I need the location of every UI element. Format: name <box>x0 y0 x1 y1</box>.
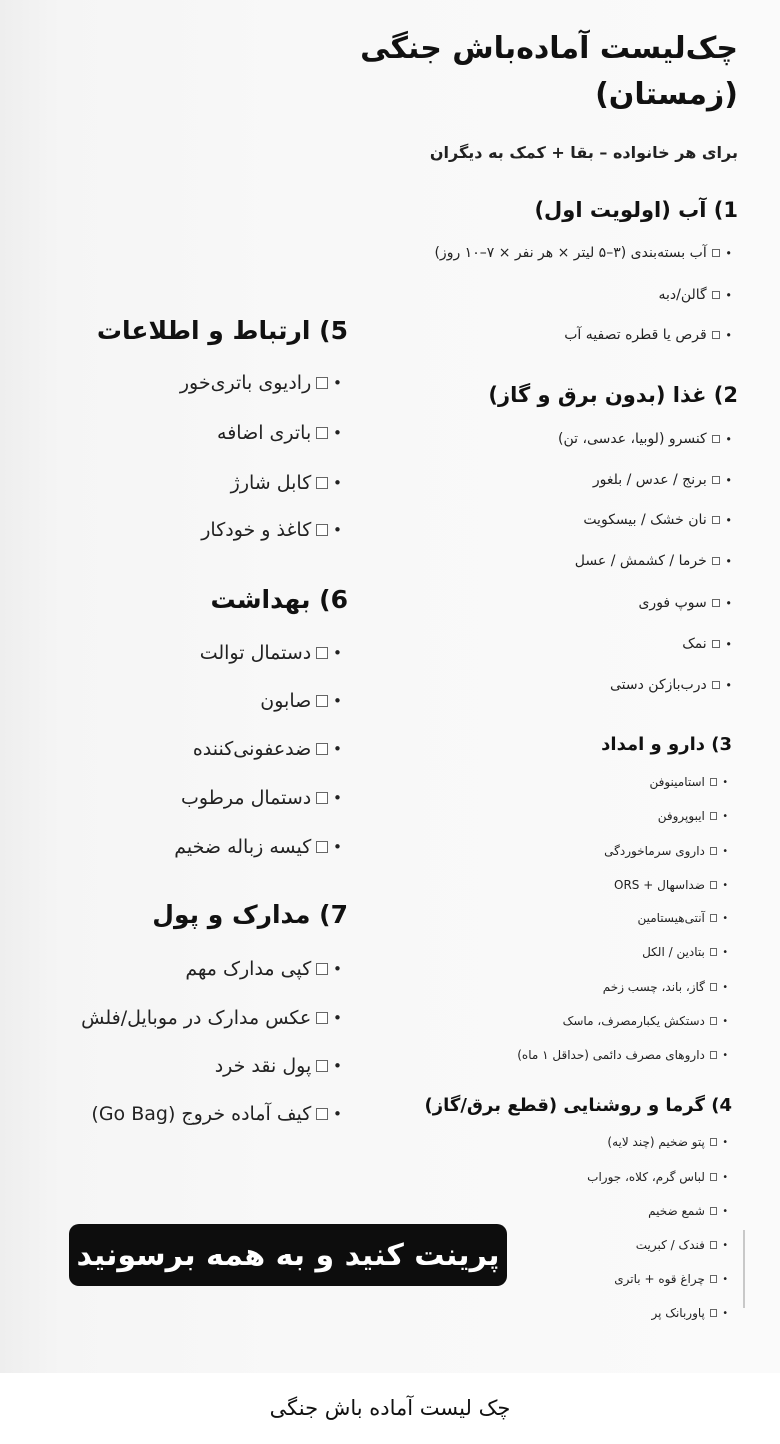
checklist-item: • قرص یا قطره تصفیه آب <box>564 327 732 343</box>
page-title <box>360 26 738 118</box>
checkbox-icon[interactable] <box>710 847 717 854</box>
checklist-item: • صابون <box>260 690 342 712</box>
checklist-item: • عکس مدارک در موبایل/فلش <box>81 1007 342 1029</box>
checkbox-icon[interactable] <box>710 1309 717 1316</box>
title-line-2: (زمستان) <box>595 77 738 112</box>
checklist-item: • دستکش یکبارمصرف، ماسک <box>562 1014 728 1028</box>
checklist-item: • باتری اضافه <box>217 422 342 444</box>
checkbox-icon[interactable] <box>316 963 328 975</box>
checkbox-icon[interactable] <box>710 983 717 990</box>
checkbox-icon[interactable] <box>710 881 717 888</box>
checkbox-icon[interactable] <box>316 524 328 536</box>
checklist-item: • درب‌بازکن دستی <box>609 677 732 693</box>
checkbox-icon[interactable] <box>316 1060 328 1072</box>
subtitle: برای هر خانواده – بقا + کمک به دیگران <box>429 143 738 162</box>
checklist-item: • استامینوفن <box>649 775 728 789</box>
checkbox-icon[interactable] <box>710 1275 717 1282</box>
checklist-item: • برنج / عدس / بلغور <box>592 472 732 488</box>
checkbox-icon[interactable] <box>712 681 721 690</box>
checklist-item: • لباس گرم، کلاه، جوراب <box>587 1170 728 1184</box>
section-hygiene-heading: 6) بهداشت <box>210 585 348 614</box>
checkbox-icon[interactable] <box>710 1017 717 1024</box>
checkbox-icon[interactable] <box>710 778 717 785</box>
section-food-heading: 2) غذا (بدون برق و گاز) <box>488 383 738 407</box>
checklist-item: • داروی سرماخوردگی <box>604 844 728 858</box>
checklist-item: • دستمال مرطوب <box>181 787 342 809</box>
checkbox-icon[interactable] <box>712 599 721 608</box>
checkbox-icon[interactable] <box>316 427 328 439</box>
section-communication-heading: 5) ارتباط و اطلاعات <box>96 316 348 345</box>
checklist-item: • داروهای مصرف دائمی (حداقل ۱ ماه) <box>517 1048 728 1062</box>
checklist-item: • گاز، باند، چسب زخم <box>602 980 728 994</box>
checkbox-icon[interactable] <box>316 377 328 389</box>
checklist-item: • آب بسته‌بندی (۳–۵ لیتر × هر نفر × ۷–۱۰ روز) <box>434 245 732 261</box>
checkbox-icon[interactable] <box>710 1138 717 1145</box>
checklist-item: • نمک <box>682 636 732 652</box>
section-warmth-heading: 4) گرما و روشنایی (قطع برق/گاز) <box>424 1095 732 1116</box>
section-documents-heading: 7) مدارک و پول <box>152 900 348 929</box>
title-line-1: چک‌لیست آماده‌باش جنگی <box>360 31 738 66</box>
checkbox-icon[interactable] <box>316 477 328 489</box>
checklist-item: • نان خشک / بیسکویت <box>583 512 732 528</box>
checkbox-icon[interactable] <box>712 557 721 566</box>
checkbox-icon[interactable] <box>316 1108 328 1120</box>
checklist-item: • شمع ضخیم <box>648 1204 728 1218</box>
checklist-item: • کپی مدارک مهم <box>185 958 342 980</box>
checkbox-icon[interactable] <box>710 914 717 921</box>
image-caption: چک لیست آماده باش جنگی <box>269 1396 511 1420</box>
checklist-item: • چراغ قوه + باتری <box>614 1272 728 1286</box>
checkbox-icon[interactable] <box>712 640 721 649</box>
checklist-item: • خرما / کشمش / عسل <box>574 553 732 569</box>
checkbox-icon[interactable] <box>710 948 717 955</box>
checkbox-icon[interactable] <box>710 1173 717 1180</box>
checklist-item: • کابل شارژ <box>230 472 342 494</box>
checkbox-icon[interactable] <box>316 841 328 853</box>
checklist-item: • سوپ فوری <box>638 595 732 611</box>
checklist-item: • کاغذ و خودکار <box>201 519 342 541</box>
checklist-item: • کنسرو (لوبیا، عدسی، تن) <box>558 431 732 447</box>
checkbox-icon[interactable] <box>712 435 721 444</box>
print-share-banner: پرینت کنید و به همه برسونید <box>69 1224 507 1286</box>
checkbox-icon[interactable] <box>316 695 328 707</box>
checklist-item: • ضداسهال + ORS <box>614 878 728 892</box>
checklist-item: • کیسه زباله ضخیم <box>174 836 342 858</box>
checkbox-icon[interactable] <box>712 291 721 300</box>
checkbox-icon[interactable] <box>710 812 717 819</box>
checklist-item: • پتو ضخیم (چند لایه) <box>607 1135 728 1149</box>
divider <box>743 1230 745 1308</box>
checklist-item: • ضدعفونی‌کننده <box>192 738 342 760</box>
checklist-item: • گالن/دبه <box>658 287 732 303</box>
checkbox-icon[interactable] <box>710 1051 717 1058</box>
checklist-item: • رادیوی باتری‌خور <box>179 372 342 394</box>
checklist-item: • پول نقد خرد <box>214 1055 342 1077</box>
checklist-item: • پاوربانک پر <box>651 1306 728 1320</box>
checklist-item: • بتادین / الکل <box>642 945 728 959</box>
checkbox-icon[interactable] <box>316 1012 328 1024</box>
checklist-item: • دستمال توالت <box>199 642 342 664</box>
checklist-item: • کیف آماده خروج (Go Bag) <box>91 1103 342 1125</box>
checklist-item: • ایبوپروفن <box>657 809 728 823</box>
section-water-heading: 1) آب (اولویت اول) <box>534 198 738 222</box>
checkbox-icon[interactable] <box>712 476 721 485</box>
checkbox-icon[interactable] <box>710 1241 717 1248</box>
checkbox-icon[interactable] <box>316 792 328 804</box>
checklist-item: • آنتی‌هیستامین <box>637 911 728 925</box>
checkbox-icon[interactable] <box>316 647 328 659</box>
section-medicine-heading: 3) دارو و امداد <box>601 734 732 755</box>
checkbox-icon[interactable] <box>712 249 721 258</box>
checkbox-icon[interactable] <box>712 331 721 340</box>
checkbox-icon[interactable] <box>710 1207 717 1214</box>
checklist-item: • فندک / کبریت <box>635 1238 728 1252</box>
checkbox-icon[interactable] <box>316 743 328 755</box>
checkbox-icon[interactable] <box>712 516 721 525</box>
